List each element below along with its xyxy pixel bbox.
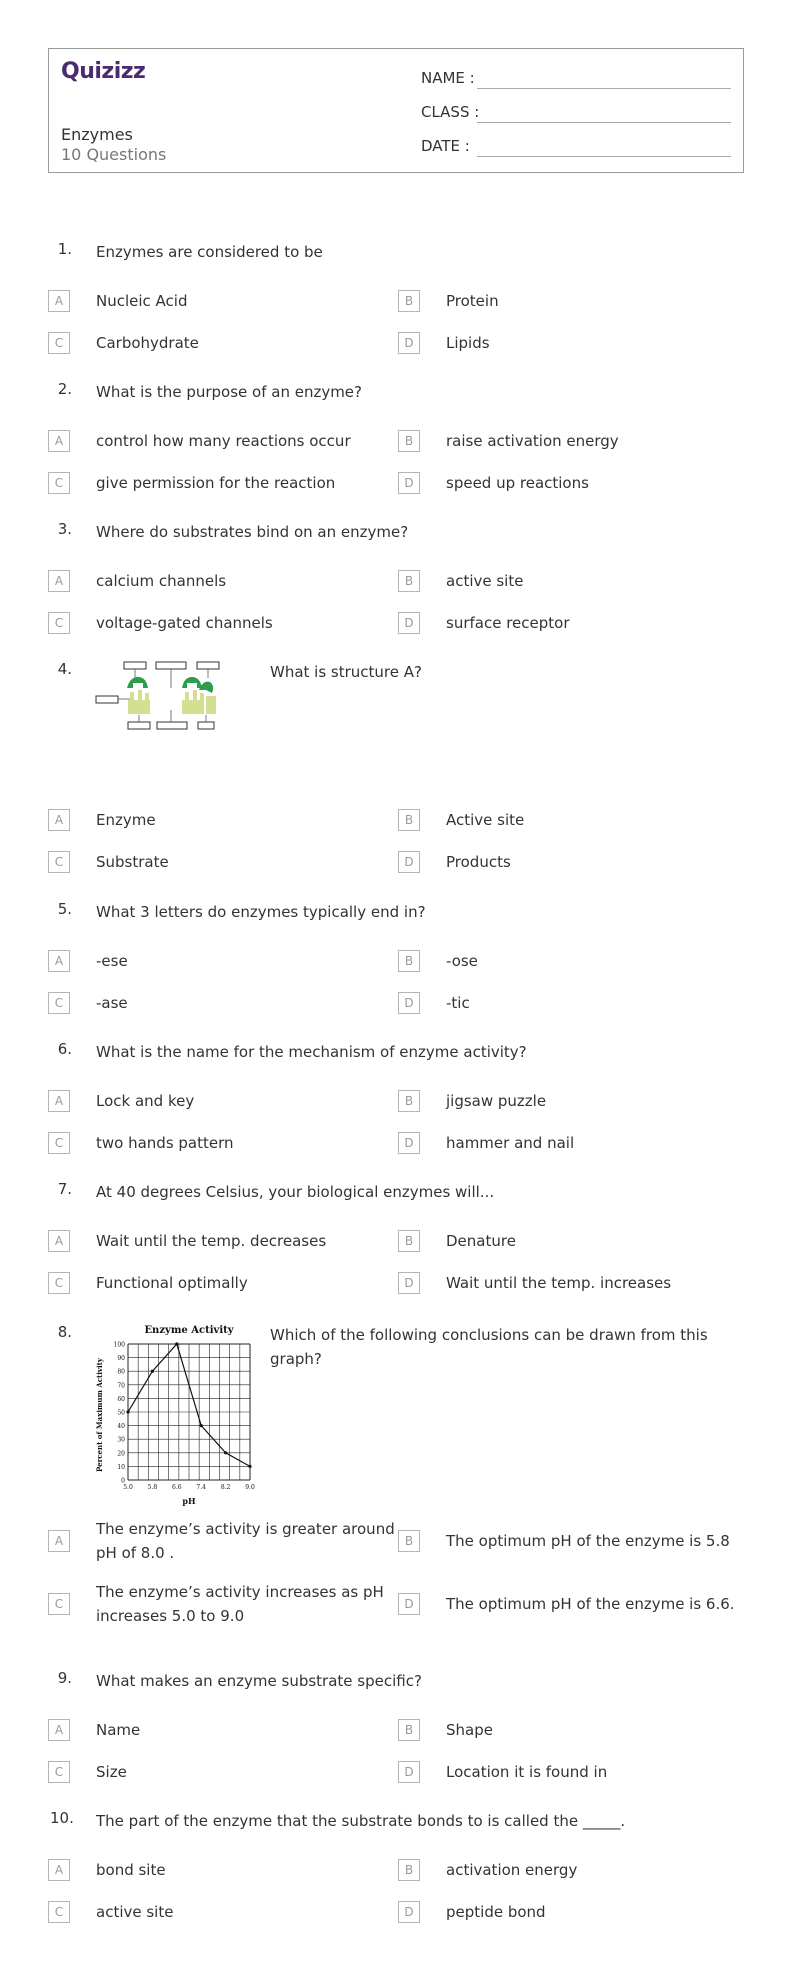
option-a-box[interactable]: A — [48, 570, 70, 592]
date-label: DATE : — [421, 137, 470, 155]
option-c-box[interactable]: C — [48, 1593, 70, 1615]
option-d-box[interactable]: D — [398, 1272, 420, 1294]
y-tick-label: 90 — [117, 1355, 125, 1363]
option-c-text: Size — [96, 1763, 127, 1781]
question-1-text: Enzymes are considered to be — [96, 243, 323, 261]
option-a-box[interactable]: A — [48, 950, 70, 972]
option-a-text: Name — [96, 1721, 141, 1739]
option-c-text: Carbohydrate — [96, 334, 199, 352]
option-d-text: -tic — [446, 994, 470, 1012]
option-c-text: Substrate — [96, 853, 169, 871]
option-d-box[interactable]: D — [398, 612, 420, 634]
option-c-box[interactable]: C — [48, 1761, 70, 1783]
option-b-text: Shape — [446, 1721, 493, 1739]
y-tick-label: 10 — [117, 1463, 125, 1471]
option-a-text: calcium channels — [96, 572, 227, 590]
x-tick-label: 5.8 — [147, 1484, 158, 1491]
option-c-text: voltage-gated channels — [96, 614, 273, 632]
data-point — [200, 1424, 203, 1427]
option-c-box[interactable]: C — [48, 1901, 70, 1923]
question-8-number: 8. — [57, 1323, 72, 1341]
y-tick-label: 0 — [121, 1477, 125, 1485]
name-label: NAME : — [421, 69, 475, 87]
option-c-box[interactable]: C — [48, 612, 70, 634]
option-a-box[interactable]: A — [48, 1090, 70, 1112]
question-5-number: 5. — [57, 900, 72, 918]
question-3-number: 3. — [57, 520, 72, 538]
option-a-box[interactable]: A — [48, 1859, 70, 1881]
option-c-text: two hands pattern — [96, 1134, 234, 1152]
option-c-text: -ase — [96, 994, 128, 1012]
quizizz-logo: Quizizz — [61, 59, 146, 84]
data-point — [151, 1370, 154, 1373]
y-tick-label: 60 — [117, 1395, 125, 1403]
option-d-box[interactable]: D — [398, 1132, 420, 1154]
option-b-text: The optimum pH of the enzyme is 5.8 — [446, 1532, 730, 1550]
option-a-text: control how many reactions occur — [96, 432, 351, 450]
question-10-text: The part of the enzyme that the substrate bonds to is called the _____. — [96, 1812, 626, 1830]
option-d-box[interactable]: D — [398, 1901, 420, 1923]
option-a-text: bond site — [96, 1861, 166, 1879]
question-4-text: What is structure A? — [270, 663, 422, 681]
option-d-text: Lipids — [446, 334, 490, 352]
option-d-text: hammer and nail — [446, 1134, 575, 1152]
option-c-text: Functional optimally — [96, 1274, 248, 1292]
option-b-box[interactable]: B — [398, 290, 420, 312]
option-c-box[interactable]: C — [48, 472, 70, 494]
option-b-box[interactable]: B — [398, 1090, 420, 1112]
class-label: CLASS : — [421, 103, 480, 121]
option-a-box[interactable]: A — [48, 290, 70, 312]
x-tick-label: 6.6 — [172, 1484, 182, 1491]
option-b-text: raise activation energy — [446, 432, 619, 450]
x-tick-label: 7.4 — [196, 1484, 206, 1491]
option-b-text: -ose — [446, 952, 478, 970]
option-b-text: Denature — [446, 1232, 516, 1250]
question-7-text: At 40 degrees Celsius, your biological enzymes will... — [96, 1183, 495, 1201]
option-d-text: peptide bond — [446, 1903, 546, 1921]
y-tick-label: 80 — [117, 1368, 125, 1376]
y-tick-label: 50 — [117, 1409, 125, 1417]
option-b-box[interactable]: B — [398, 570, 420, 592]
question-1-number: 1. — [57, 240, 72, 258]
question-2-text: What is the purpose of an enzyme? — [96, 383, 363, 401]
question-9-text: What makes an enzyme substrate specific? — [96, 1672, 422, 1690]
y-tick-label: 100 — [113, 1341, 125, 1349]
date-field[interactable] — [421, 133, 731, 157]
question-5-text: What 3 letters do enzymes typically end in? — [96, 903, 426, 921]
option-d-text: Wait until the temp. increases — [446, 1274, 672, 1292]
y-tick-label: 20 — [117, 1450, 125, 1458]
option-d-text: speed up reactions — [446, 474, 589, 492]
x-tick-label: 8.2 — [220, 1484, 231, 1491]
option-a-box[interactable]: A — [48, 809, 70, 831]
chart-y-label: Percent of Maximum Activity — [95, 1358, 104, 1472]
question-7-number: 7. — [57, 1180, 72, 1198]
option-a-box[interactable]: A — [48, 1719, 70, 1741]
option-c-text: The enzyme’s activity increases as pH increases 5.0 to 9.0 — [96, 1583, 384, 1625]
option-a-text: The enzyme’s activity is greater around pH of 8.0 . — [96, 1520, 395, 1562]
data-point — [175, 1342, 178, 1345]
option-d-box[interactable]: D — [398, 472, 420, 494]
option-a-text: Enzyme — [96, 811, 156, 829]
question-9-number: 9. — [57, 1669, 72, 1687]
x-tick-label: 9.0 — [245, 1484, 255, 1491]
data-point — [126, 1410, 129, 1413]
name-line — [477, 88, 731, 89]
option-c-text: active site — [96, 1903, 174, 1921]
y-tick-label: 40 — [117, 1423, 125, 1431]
class-line — [477, 122, 731, 123]
quiz-question-count: 10 Questions — [61, 145, 167, 164]
option-b-box[interactable]: B — [398, 1530, 420, 1552]
date-line — [477, 156, 731, 157]
question-4-number: 4. — [57, 660, 72, 678]
option-b-box[interactable]: B — [398, 809, 420, 831]
option-a-text: Wait until the temp. decreases — [96, 1232, 327, 1250]
option-d-text: The optimum pH of the enzyme is 6.6. — [446, 1595, 735, 1613]
question-3-text: Where do substrates bind on an enzyme? — [96, 523, 409, 541]
question-8-text: Which of the following conclusions can be drawn from this graph? — [270, 1326, 708, 1368]
option-a-box[interactable]: A — [48, 430, 70, 452]
question-6-text: What is the name for the mechanism of enzyme activity? — [96, 1043, 527, 1061]
option-d-box[interactable]: D — [398, 332, 420, 354]
option-c-box[interactable]: C — [48, 332, 70, 354]
option-d-box[interactable]: D — [398, 1761, 420, 1783]
option-c-box[interactable]: C — [48, 1272, 70, 1294]
enzyme-activity-chart — [94, 1322, 258, 1507]
y-tick-label: 70 — [117, 1382, 125, 1390]
worksheet-header — [48, 48, 744, 173]
option-d-text: Products — [446, 853, 511, 871]
class-field[interactable] — [421, 99, 731, 123]
option-a-text: Nucleic Acid — [96, 292, 188, 310]
data-point — [248, 1465, 251, 1468]
option-b-box[interactable]: B — [398, 430, 420, 452]
question-2-number: 2. — [57, 380, 72, 398]
question-6-number: 6. — [57, 1040, 72, 1058]
option-a-box[interactable]: A — [48, 1530, 70, 1552]
data-point — [224, 1451, 227, 1454]
quiz-title: Enzymes — [61, 125, 133, 144]
option-b-text: activation energy — [446, 1861, 578, 1879]
option-c-box[interactable]: C — [48, 1132, 70, 1154]
option-c-text: give permission for the reaction — [96, 474, 336, 492]
option-c-box[interactable]: C — [48, 992, 70, 1014]
option-d-box[interactable]: D — [398, 1593, 420, 1615]
chart-title: Enzyme Activity — [144, 1325, 234, 1336]
option-b-text: jigsaw puzzle — [446, 1092, 547, 1110]
option-a-text: -ese — [96, 952, 128, 970]
option-d-text: surface receptor — [446, 614, 570, 632]
option-d-text: Location it is found in — [446, 1763, 608, 1781]
option-b-text: Active site — [446, 811, 525, 829]
option-b-text: Protein — [446, 292, 499, 310]
enzyme-structure-diagram — [94, 660, 224, 732]
option-b-text: active site — [446, 572, 524, 590]
option-a-text: Lock and key — [96, 1092, 195, 1110]
option-b-box[interactable]: B — [398, 950, 420, 972]
option-d-box[interactable]: D — [398, 992, 420, 1014]
name-field[interactable] — [421, 65, 731, 89]
question-10-number: 10. — [50, 1809, 74, 1827]
option-b-box[interactable]: B — [398, 1859, 420, 1881]
option-d-box[interactable]: D — [398, 851, 420, 873]
chart-x-label: pH — [182, 1496, 196, 1506]
y-tick-label: 30 — [117, 1436, 125, 1444]
option-b-box[interactable]: B — [398, 1719, 420, 1741]
option-c-box[interactable]: C — [48, 851, 70, 873]
option-a-box[interactable]: A — [48, 1230, 70, 1252]
option-b-box[interactable]: B — [398, 1230, 420, 1252]
x-tick-label: 5.0 — [123, 1484, 133, 1491]
